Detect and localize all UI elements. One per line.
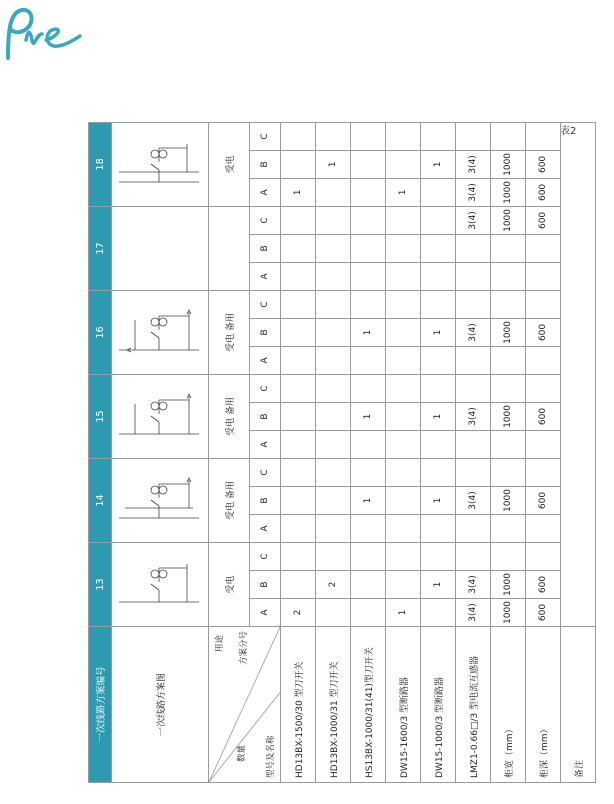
quantity-cell bbox=[316, 290, 351, 318]
quantity-cell bbox=[281, 458, 316, 486]
dimension-cell: 600 bbox=[526, 206, 561, 234]
quantity-cell bbox=[351, 514, 386, 542]
quantity-cell bbox=[421, 290, 456, 318]
quantity-cell bbox=[351, 178, 386, 206]
corner-model-label: 型号及名称 bbox=[266, 735, 276, 778]
dimension-cell bbox=[526, 458, 561, 486]
quantity-cell bbox=[456, 346, 491, 374]
dimension-cell: 600 bbox=[526, 150, 561, 178]
usage-cell: 受电 备用 bbox=[209, 374, 250, 458]
quantity-cell bbox=[316, 262, 351, 290]
quantity-cell bbox=[421, 122, 456, 150]
quantity-cell bbox=[421, 430, 456, 458]
quantity-cell bbox=[456, 262, 491, 290]
phase-letter: A bbox=[250, 430, 281, 458]
quantity-cell bbox=[316, 206, 351, 234]
device-name: DW15-1600/3 型断路器 bbox=[386, 627, 421, 783]
quantity-cell bbox=[386, 402, 421, 430]
quantity-cell bbox=[386, 571, 421, 599]
dimension-cell bbox=[526, 374, 561, 402]
quantity-cell bbox=[386, 262, 421, 290]
phase-letter: C bbox=[250, 374, 281, 402]
quantity-cell bbox=[456, 542, 491, 570]
quantity-cell bbox=[456, 430, 491, 458]
device-name: LMZ1-0.66□/3 型电流互感器 bbox=[456, 627, 491, 783]
circuit-diagram-15-icon bbox=[115, 388, 203, 444]
circuit-diagram-16-icon bbox=[115, 304, 203, 360]
device-row bbox=[351, 122, 386, 782]
dimension-cell: 600 bbox=[526, 486, 561, 514]
quantity-cell bbox=[316, 346, 351, 374]
corner-quantity-label: 数量 bbox=[237, 744, 247, 762]
phase-letter: C bbox=[250, 458, 281, 486]
dimension-cell bbox=[491, 542, 526, 570]
quantity-cell bbox=[386, 346, 421, 374]
cabinet-width-label: 柜宽（mm） bbox=[491, 627, 526, 783]
circuit-diagram-13-icon bbox=[115, 557, 203, 613]
diagram-label: 一次线路方案图 bbox=[112, 627, 209, 783]
phase-letter: B bbox=[250, 150, 281, 178]
device-row bbox=[456, 122, 491, 782]
quantity-cell bbox=[351, 150, 386, 178]
quantity-cell bbox=[316, 234, 351, 262]
dimension-cell bbox=[526, 262, 561, 290]
dimension-cell: 1000 bbox=[491, 402, 526, 430]
note-cell bbox=[561, 122, 596, 626]
dimension-cell bbox=[491, 458, 526, 486]
scheme-number: 18 bbox=[89, 122, 112, 206]
quantity-cell bbox=[281, 346, 316, 374]
quantity-cell bbox=[351, 290, 386, 318]
dimension-cell: 1000 bbox=[491, 599, 526, 627]
quantity-cell: 3(4) bbox=[456, 206, 491, 234]
device-row bbox=[421, 122, 456, 782]
dimension-cell bbox=[526, 290, 561, 318]
quantity-cell bbox=[386, 206, 421, 234]
quantity-cell bbox=[386, 122, 421, 150]
phase-letter: A bbox=[250, 599, 281, 627]
phase-letter: B bbox=[250, 402, 281, 430]
quantity-cell: 1 bbox=[421, 402, 456, 430]
quantity-cell bbox=[421, 374, 456, 402]
dimension-cell: 1000 bbox=[491, 150, 526, 178]
dimension-cell: 600 bbox=[526, 571, 561, 599]
dimension-cell bbox=[491, 122, 526, 150]
quantity-cell bbox=[456, 290, 491, 318]
device-row bbox=[316, 122, 351, 782]
quantity-cell bbox=[421, 458, 456, 486]
quantity-cell bbox=[351, 262, 386, 290]
circuit-diagram-empty bbox=[112, 206, 209, 290]
quantity-cell bbox=[316, 318, 351, 346]
quantity-cell: 1 bbox=[421, 150, 456, 178]
circuit-diagram-14-icon bbox=[115, 472, 203, 528]
dimension-cell bbox=[526, 346, 561, 374]
quantity-cell bbox=[316, 486, 351, 514]
quantity-cell bbox=[351, 374, 386, 402]
usage-row bbox=[209, 122, 250, 782]
dimension-cell: 600 bbox=[526, 178, 561, 206]
quantity-cell bbox=[456, 514, 491, 542]
dimension-cell bbox=[526, 234, 561, 262]
quantity-cell bbox=[281, 571, 316, 599]
phase-letter: A bbox=[250, 178, 281, 206]
circuit-diagram-18-icon bbox=[115, 136, 203, 192]
dimension-cell bbox=[526, 122, 561, 150]
dimension-cell: 1000 bbox=[491, 486, 526, 514]
company-logo bbox=[0, 0, 90, 70]
quantity-cell: 3(4) bbox=[456, 402, 491, 430]
quantity-cell bbox=[316, 430, 351, 458]
quantity-cell bbox=[281, 486, 316, 514]
dimension-cell bbox=[491, 234, 526, 262]
quantity-cell: 1 bbox=[386, 178, 421, 206]
quantity-cell bbox=[456, 458, 491, 486]
quantity-cell bbox=[351, 458, 386, 486]
quantity-cell: 3(4) bbox=[456, 150, 491, 178]
quantity-cell bbox=[281, 514, 316, 542]
quantity-cell bbox=[351, 206, 386, 234]
quantity-cell bbox=[281, 430, 316, 458]
quantity-cell: 2 bbox=[316, 571, 351, 599]
quantity-cell bbox=[281, 206, 316, 234]
cabinet-width-row bbox=[491, 122, 526, 782]
usage-cell: 受电 备用 bbox=[209, 458, 250, 542]
usage-cell: 受电 备用 bbox=[209, 290, 250, 374]
device-row bbox=[386, 122, 421, 782]
dimension-cell: 1000 bbox=[491, 206, 526, 234]
quantity-cell bbox=[351, 571, 386, 599]
quantity-cell bbox=[281, 150, 316, 178]
dimension-cell bbox=[526, 514, 561, 542]
quantity-cell bbox=[316, 374, 351, 402]
dimension-cell bbox=[491, 346, 526, 374]
quantity-cell bbox=[421, 514, 456, 542]
phase-letter: A bbox=[250, 262, 281, 290]
corner-header-cell bbox=[209, 627, 281, 783]
scheme-number: 13 bbox=[89, 542, 112, 626]
phase-letter: C bbox=[250, 290, 281, 318]
quantity-cell bbox=[386, 486, 421, 514]
dimension-cell bbox=[526, 542, 561, 570]
dimension-cell: 600 bbox=[526, 402, 561, 430]
scheme-number: 15 bbox=[89, 374, 112, 458]
dimension-cell bbox=[491, 514, 526, 542]
quantity-cell bbox=[316, 458, 351, 486]
quantity-cell bbox=[386, 430, 421, 458]
quantity-cell: 1 bbox=[421, 571, 456, 599]
quantity-cell bbox=[281, 542, 316, 570]
quantity-cell bbox=[316, 122, 351, 150]
quantity-cell bbox=[351, 346, 386, 374]
quantity-cell bbox=[456, 374, 491, 402]
quantity-cell bbox=[386, 234, 421, 262]
quantity-cell: 1 bbox=[351, 402, 386, 430]
device-name: HS13BX-1000/31(41)型刀开关 bbox=[351, 627, 386, 783]
note-row bbox=[561, 122, 596, 782]
usage-cell bbox=[209, 206, 250, 290]
quantity-cell bbox=[316, 402, 351, 430]
dimension-cell: 600 bbox=[526, 599, 561, 627]
phase-letter: C bbox=[250, 206, 281, 234]
note-label: 备注 bbox=[561, 627, 596, 783]
quantity-cell bbox=[351, 599, 386, 627]
phase-letter: C bbox=[250, 542, 281, 570]
quantity-cell: 1 bbox=[281, 178, 316, 206]
quantity-cell bbox=[316, 514, 351, 542]
dimension-cell: 1000 bbox=[491, 318, 526, 346]
quantity-cell bbox=[386, 290, 421, 318]
dimension-cell bbox=[491, 290, 526, 318]
phase-letter: C bbox=[250, 122, 281, 150]
quantity-cell: 3(4) bbox=[456, 599, 491, 627]
dimension-cell: 1000 bbox=[491, 571, 526, 599]
quantity-cell bbox=[421, 542, 456, 570]
quantity-cell bbox=[351, 542, 386, 570]
cabinet-depth-label: 柜深（mm） bbox=[526, 627, 561, 783]
circuit-diagram bbox=[112, 122, 209, 206]
dimension-cell bbox=[526, 430, 561, 458]
corner-subscheme-label: 方案分号 bbox=[239, 631, 249, 666]
quantity-cell bbox=[386, 458, 421, 486]
device-name: HD13BX-1000/31 型刀开关 bbox=[316, 627, 351, 783]
diagram-row bbox=[112, 122, 209, 782]
quantity-cell: 1 bbox=[386, 599, 421, 627]
dimension-cell bbox=[491, 374, 526, 402]
quantity-cell: 3(4) bbox=[456, 318, 491, 346]
scheme-number-row bbox=[89, 122, 112, 782]
quantity-cell bbox=[386, 150, 421, 178]
scheme-number: 17 bbox=[89, 206, 112, 290]
quantity-cell bbox=[386, 318, 421, 346]
quantity-cell bbox=[386, 514, 421, 542]
quantity-cell bbox=[281, 374, 316, 402]
phase-letter: A bbox=[250, 514, 281, 542]
quantity-cell bbox=[316, 178, 351, 206]
quantity-cell bbox=[421, 346, 456, 374]
phase-letter: B bbox=[250, 486, 281, 514]
quantity-cell: 1 bbox=[351, 486, 386, 514]
quantity-cell: 1 bbox=[351, 318, 386, 346]
table-number-label: 表2 bbox=[560, 126, 577, 137]
quantity-cell: 3(4) bbox=[456, 486, 491, 514]
quantity-cell: 2 bbox=[281, 599, 316, 627]
quantity-cell bbox=[456, 234, 491, 262]
quantity-cell bbox=[456, 122, 491, 150]
usage-cell: 受电 bbox=[209, 542, 250, 626]
circuit-diagram bbox=[112, 290, 209, 374]
quantity-cell bbox=[351, 234, 386, 262]
quantity-cell bbox=[281, 262, 316, 290]
quantity-cell bbox=[386, 374, 421, 402]
scheme-number: 14 bbox=[89, 458, 112, 542]
quantity-cell: 1 bbox=[421, 318, 456, 346]
dimension-cell bbox=[491, 262, 526, 290]
quantity-cell bbox=[421, 262, 456, 290]
dimension-cell bbox=[491, 430, 526, 458]
quantity-cell bbox=[281, 318, 316, 346]
quantity-cell bbox=[421, 206, 456, 234]
circuit-diagram bbox=[112, 542, 209, 626]
quantity-cell bbox=[351, 122, 386, 150]
quantity-cell: 1 bbox=[421, 486, 456, 514]
quantity-cell bbox=[386, 542, 421, 570]
phase-letter: A bbox=[250, 346, 281, 374]
usage-cell: 受电 bbox=[209, 122, 250, 206]
quantity-cell bbox=[281, 234, 316, 262]
phase-letter: B bbox=[250, 571, 281, 599]
dimension-cell: 1000 bbox=[491, 178, 526, 206]
circuit-diagram bbox=[112, 374, 209, 458]
phase-letter: B bbox=[250, 234, 281, 262]
scheme-number-header: 一次线路方案编号 bbox=[89, 627, 112, 783]
scheme-number: 16 bbox=[89, 290, 112, 374]
device-name: HD13BX-1500/30 型刀开关 bbox=[281, 627, 316, 783]
quantity-cell bbox=[421, 178, 456, 206]
quantity-cell: 3(4) bbox=[456, 571, 491, 599]
quantity-cell bbox=[421, 599, 456, 627]
cabinet-depth-row bbox=[526, 122, 561, 782]
quantity-cell bbox=[281, 402, 316, 430]
circuit-diagram bbox=[112, 458, 209, 542]
device-row bbox=[281, 122, 316, 782]
dimension-cell: 600 bbox=[526, 318, 561, 346]
device-name: DW15-1000/3 型断路器 bbox=[421, 627, 456, 783]
quantity-cell: 1 bbox=[316, 150, 351, 178]
corner-usage-label: 用途 bbox=[215, 635, 225, 653]
scheme-table bbox=[88, 122, 596, 783]
quantity-cell bbox=[316, 599, 351, 627]
quantity-cell bbox=[281, 290, 316, 318]
quantity-cell bbox=[316, 542, 351, 570]
quantity-cell bbox=[281, 122, 316, 150]
phase-letter: B bbox=[250, 318, 281, 346]
quantity-cell bbox=[351, 430, 386, 458]
quantity-cell: 3(4) bbox=[456, 178, 491, 206]
quantity-cell bbox=[421, 234, 456, 262]
